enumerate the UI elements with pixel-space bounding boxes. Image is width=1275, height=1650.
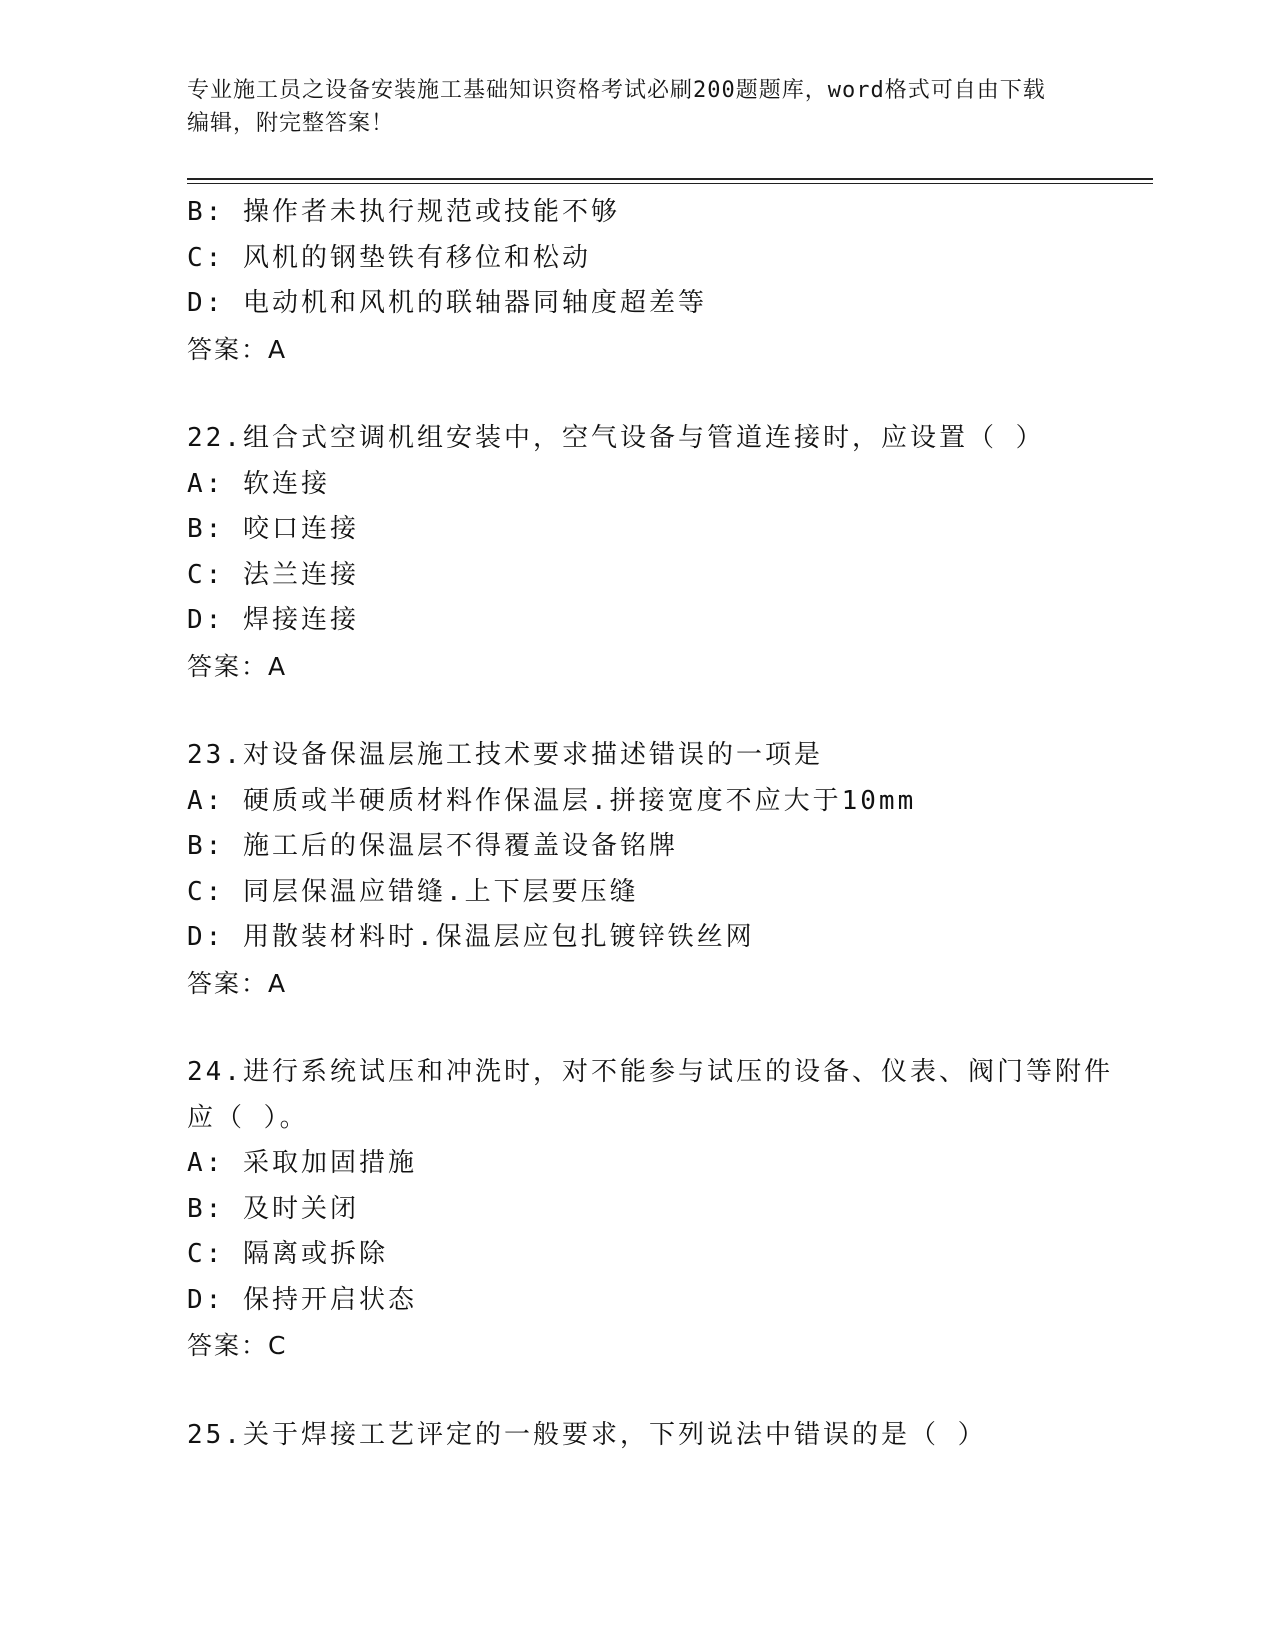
option-d: D: 用散装材料时.保温层应包扎镀锌铁丝网 (187, 922, 755, 952)
question-21-partial (187, 190, 1117, 372)
option-b: B: 及时关闭 (187, 1193, 359, 1224)
option-d: D: 电动机和风机的联轴器同轴度超差等 (187, 288, 707, 318)
document-header: 专业施工员之设备安装施工基础知识资格考试必刷200题题库，word格式可自由下载编辑，附完整答案！ (187, 78, 1046, 136)
option-a: A: 采取加固措施 (187, 1148, 417, 1178)
option-d: D: 保持开启状态 (187, 1284, 417, 1315)
option-d: D: 焊接连接 (187, 605, 359, 635)
answer-text: 答案：A (187, 334, 288, 364)
option-b: B: 咬口连接 (187, 514, 359, 544)
option-c: C: 同层保温应错缝.上下层要压缝 (187, 876, 639, 907)
option-c: C: 风机的钢垫铁有移位和松动 (187, 242, 591, 273)
option-a: A: 硬质或半硬质材料作保温层.拼接宽度不应大于10mm (187, 785, 917, 816)
header-divider-thick (187, 178, 1153, 180)
answer-text: 答案：C (187, 1331, 288, 1360)
option-c: C: 隔离或拆除 (187, 1239, 388, 1269)
question-title: 23.对设备保温层施工技术要求描述错误的一项是 (187, 740, 823, 770)
question-24 (187, 1050, 1117, 1369)
header-divider-thin (187, 183, 1153, 184)
question-content (187, 190, 1117, 1458)
option-b: B: 施工后的保温层不得覆盖设备铭牌 (187, 831, 678, 861)
question-title: 24.进行系统试压和冲洗时，对不能参与试压的设备、仪表、阀门等附件应（ ）。 (187, 1057, 1113, 1133)
option-a: A: 软连接 (187, 468, 330, 499)
answer-text: 答案：A (187, 968, 288, 998)
question-25 (187, 1413, 1117, 1459)
answer-text: 答案：A (187, 651, 288, 681)
question-title: 22.组合式空调机组安装中，空气设备与管道连接时，应设置（ ） (187, 423, 1045, 453)
question-title: 25.关于焊接工艺评定的一般要求，下列说法中错误的是（ ） (187, 1419, 987, 1450)
question-22 (187, 416, 1117, 689)
question-23 (187, 733, 1117, 1006)
option-c: C: 法兰连接 (187, 559, 359, 590)
option-b: B: 操作者未执行规范或技能不够 (187, 197, 620, 227)
